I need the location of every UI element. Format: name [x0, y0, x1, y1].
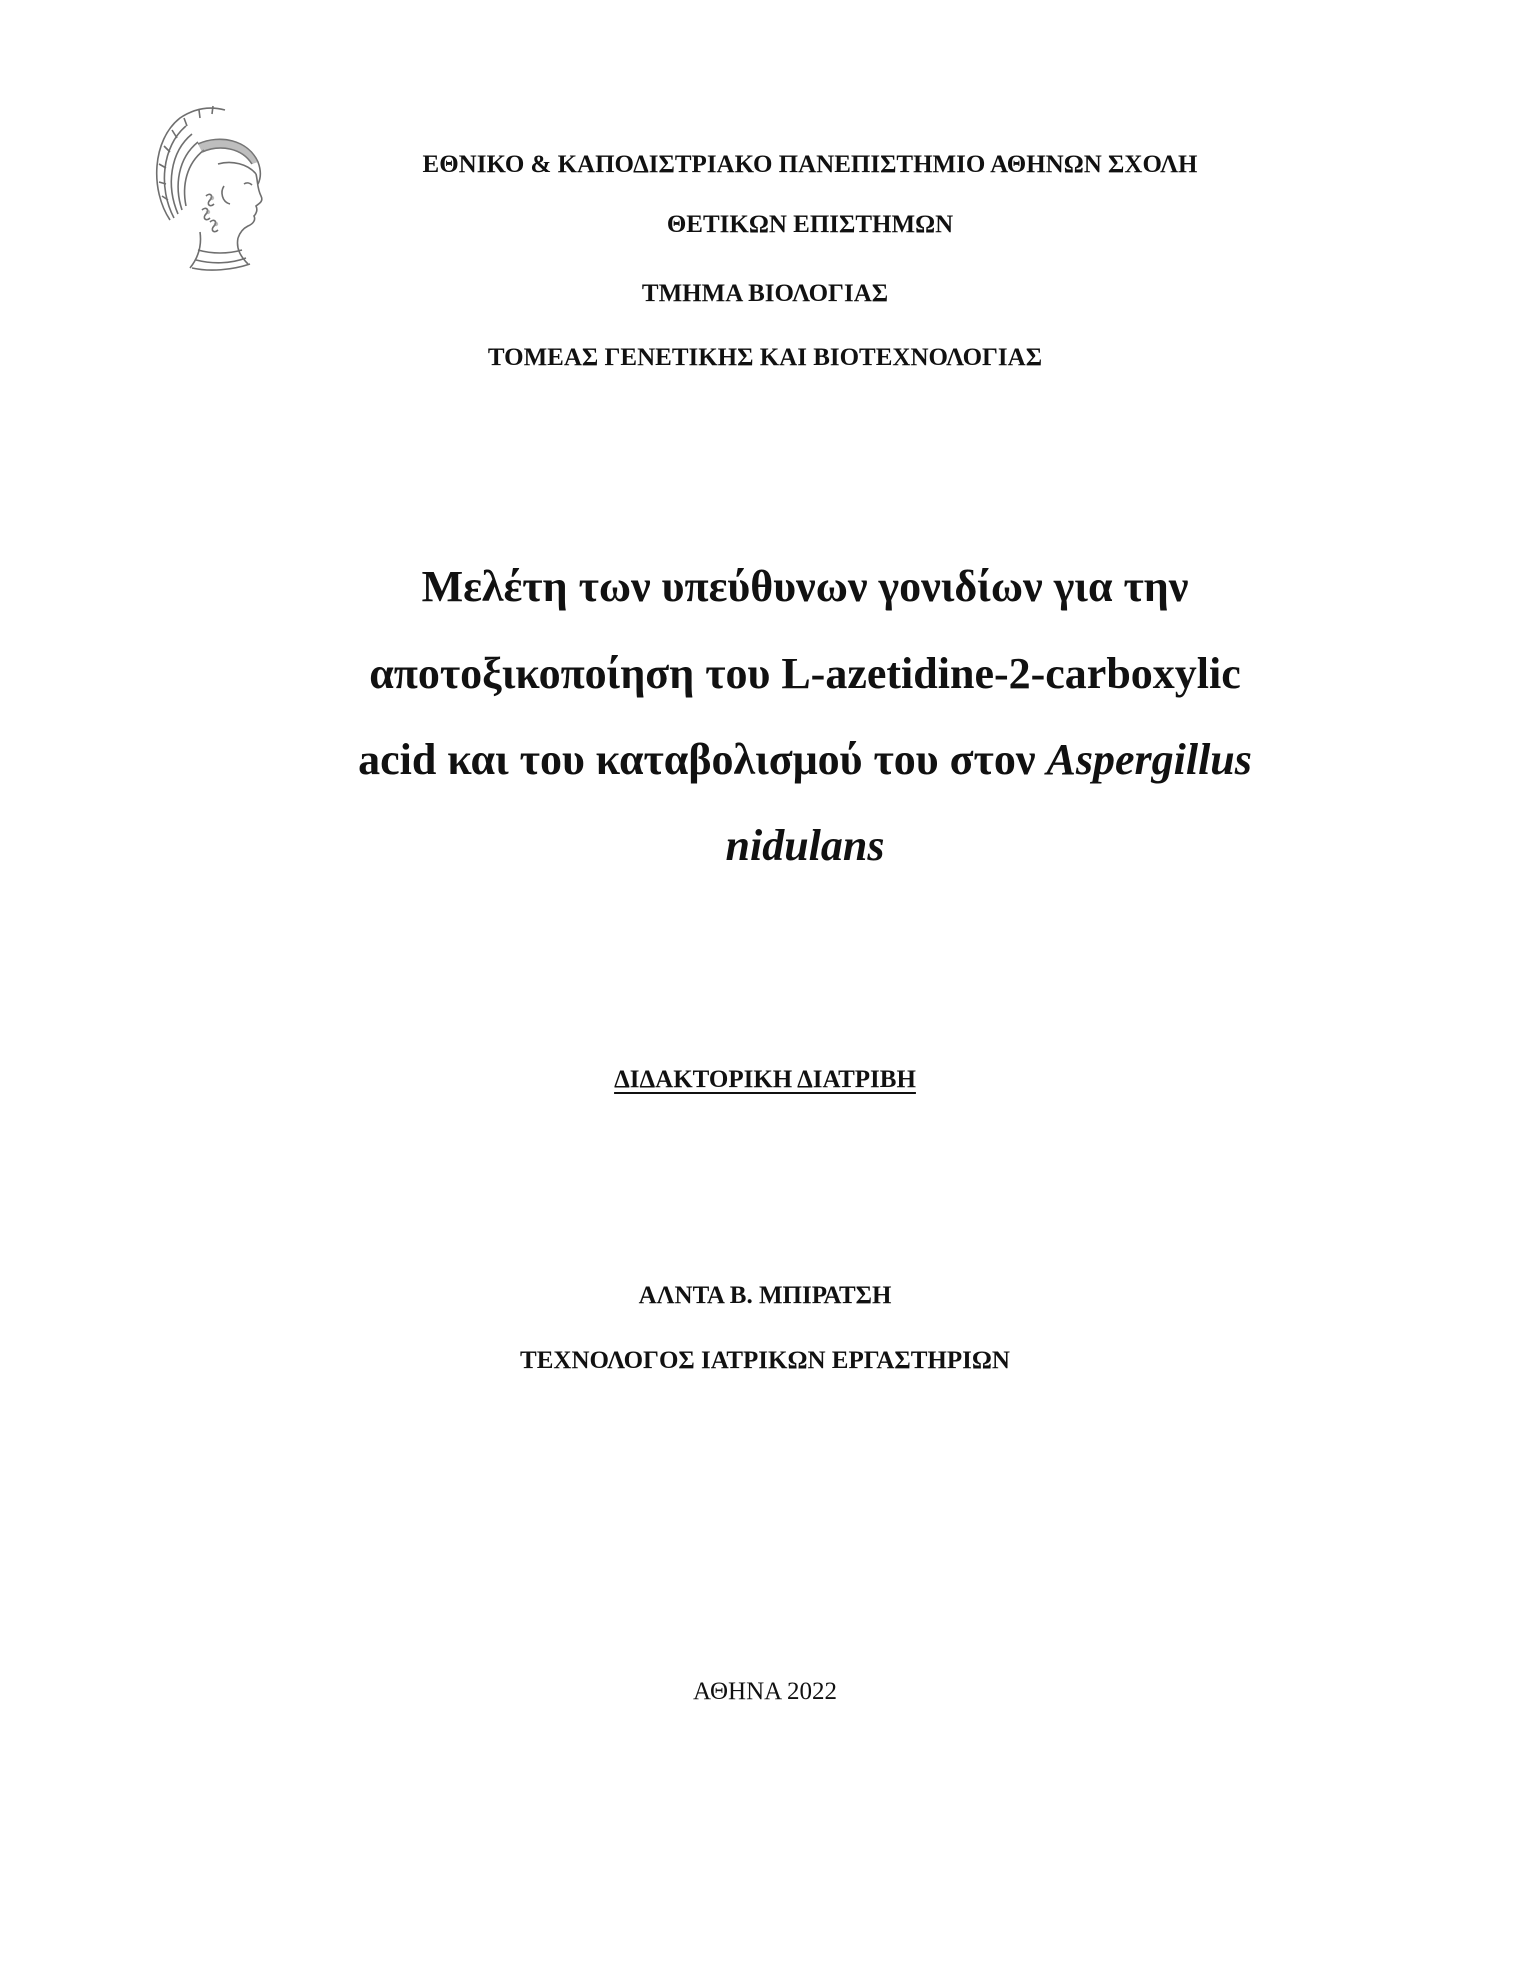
title-line-3-text: acid και του καταβολισμού του στον: [358, 735, 1047, 784]
title-line-2: αποτοξικοποίηση του L-azetidine-2-carboxylic: [369, 649, 1241, 698]
author-profession: ΤΕΧΝΟΛΟΓΟΣ ΙΑΤΡΙΚΩΝ ΕΡΓΑΣΤΗΡΙΩΝ: [520, 1347, 1010, 1374]
title-line-3: [0, 735, 1530, 784]
title-line-4: [0, 821, 1530, 870]
sector-name: ΤΟΜΕΑΣ ΓΕΝΕΤΙΚΗΣ ΚΑΙ ΒΙΟΤΕΧΝΟΛΟΓΙΑΣ: [487, 344, 1043, 371]
genus-name: Aspergillus: [1046, 735, 1252, 784]
department-name: ΤΜΗΜΑ ΒΙΟΛΟΓΙΑΣ: [641, 280, 889, 307]
athena-head-emblem-icon: [140, 100, 275, 280]
author-name: ΑΛΝΤΑ Β. ΜΠΙΡΑΤΣΗ: [638, 1282, 892, 1309]
species-name: nidulans: [725, 821, 885, 870]
title-line-1: Μελέτη των υπεύθυνων γονιδίων για την: [421, 562, 1189, 611]
faculty-line: ΘΕΤΙΚΩΝ ΕΠΙΣΤΗΜΩΝ: [666, 211, 954, 238]
place-year: ΑΘΗΝΑ 2022: [692, 1678, 838, 1705]
thesis-type: [0, 1066, 1530, 1094]
university-school-line: ΕΘΝΙΚΟ & ΚΑΠΟΔΙΣΤΡΙΑΚΟ ΠΑΝΕΠΙΣΤΗΜΙΟ ΑΘΗΝΩΝ ΣΧΟΛΗ: [422, 151, 1198, 178]
thesis-type-label: ΔΙΔΑΚΤΟΡΙΚΗ ΔΙΑΤΡΙΒΗ: [614, 1066, 916, 1093]
